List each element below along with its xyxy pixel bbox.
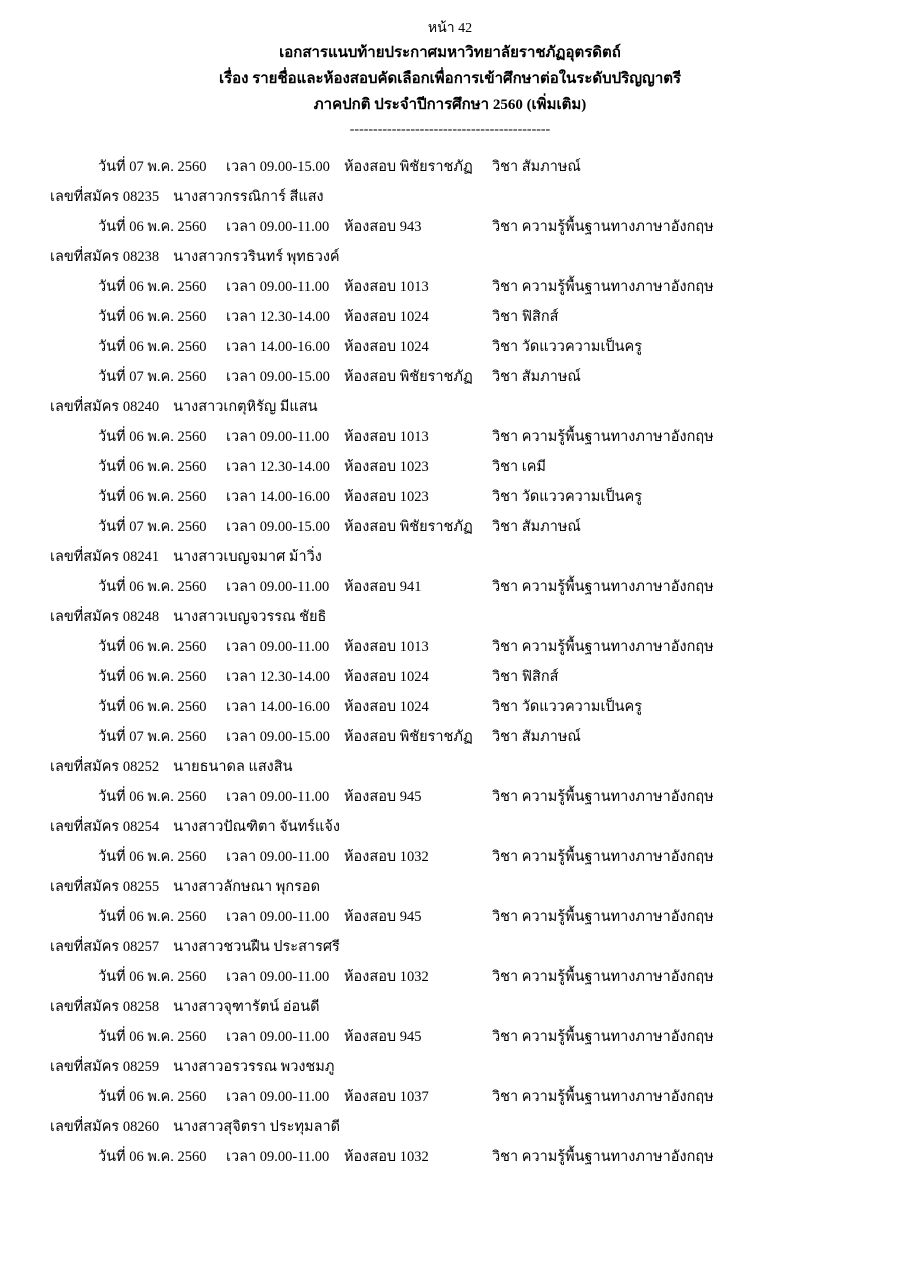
exam-subject: วิชา สัมภาษณ์ xyxy=(492,519,581,535)
exam-date: วันที่ 06 พ.ค. 2560 xyxy=(98,489,207,505)
exam-room: ห้องสอบ 1032 xyxy=(344,969,429,985)
exam-schedule-row xyxy=(50,722,860,752)
applicant-row xyxy=(50,752,860,782)
exam-subject: วิชา สัมภาษณ์ xyxy=(492,159,581,175)
exam-room: ห้องสอบ 943 xyxy=(344,219,422,235)
applicant-number: เลขที่สมัคร 08260 xyxy=(50,1119,160,1135)
applicant-number: เลขที่สมัคร 08248 xyxy=(50,609,160,625)
exam-room: ห้องสอบ 1024 xyxy=(344,699,429,715)
exam-time: เวลา 09.00-11.00 xyxy=(226,789,330,805)
exam-schedule-row xyxy=(50,632,860,662)
exam-schedule-list xyxy=(0,152,900,1172)
exam-time: เวลา 09.00-15.00 xyxy=(226,369,330,385)
exam-date: วันที่ 06 พ.ค. 2560 xyxy=(98,699,207,715)
exam-date: วันที่ 06 พ.ค. 2560 xyxy=(98,969,207,985)
exam-date: วันที่ 07 พ.ค. 2560 xyxy=(98,369,207,385)
exam-room: ห้องสอบ 1024 xyxy=(344,669,429,685)
exam-subject: วิชา ความรู้พื้นฐานทางภาษาอังกฤษ xyxy=(492,1089,714,1105)
exam-subject: วิชา ความรู้พื้นฐานทางภาษาอังกฤษ xyxy=(492,219,714,235)
applicant-number: เลขที่สมัคร 08235 xyxy=(50,189,160,205)
exam-subject: วิชา วัดแววความเป็นครู xyxy=(492,699,643,715)
exam-time: เวลา 12.30-14.00 xyxy=(226,459,330,475)
applicant-row xyxy=(50,992,860,1022)
exam-schedule-row xyxy=(50,152,860,182)
exam-schedule-row xyxy=(50,332,860,362)
exam-date: วันที่ 06 พ.ค. 2560 xyxy=(98,1089,207,1105)
exam-date: วันที่ 06 พ.ค. 2560 xyxy=(98,219,207,235)
applicant-number: เลขที่สมัคร 08257 xyxy=(50,939,160,955)
exam-schedule-row xyxy=(50,1082,860,1112)
exam-time: เวลา 09.00-15.00 xyxy=(226,159,330,175)
exam-subject: วิชา ความรู้พื้นฐานทางภาษาอังกฤษ xyxy=(492,429,714,445)
exam-schedule-row xyxy=(50,692,860,722)
page-number: หน้า 42 xyxy=(427,21,473,36)
exam-room: ห้องสอบ พิชัยราชภัฏ xyxy=(344,519,473,535)
applicant-name: นางสาวเบญจมาศ ม้าวิ่ง xyxy=(173,549,322,565)
exam-date: วันที่ 06 พ.ค. 2560 xyxy=(98,459,207,475)
applicant-row xyxy=(50,872,860,902)
exam-room: ห้องสอบ 945 xyxy=(344,789,422,805)
exam-time: เวลา 09.00-11.00 xyxy=(226,1149,330,1165)
exam-room: ห้องสอบ 1032 xyxy=(344,849,429,865)
exam-subject: วิชา วัดแววความเป็นครู xyxy=(492,489,643,505)
exam-time: เวลา 09.00-11.00 xyxy=(226,969,330,985)
exam-time: เวลา 09.00-11.00 xyxy=(226,639,330,655)
exam-date: วันที่ 06 พ.ค. 2560 xyxy=(98,309,207,325)
exam-date: วันที่ 06 พ.ค. 2560 xyxy=(98,789,207,805)
exam-date: วันที่ 06 พ.ค. 2560 xyxy=(98,1029,207,1045)
exam-schedule-row xyxy=(50,422,860,452)
applicant-row xyxy=(50,392,860,422)
applicant-number: เลขที่สมัคร 08258 xyxy=(50,999,160,1015)
exam-subject: วิชา สัมภาษณ์ xyxy=(492,729,581,745)
exam-subject: วิชา ฟิสิกส์ xyxy=(492,309,559,325)
exam-subject: วิชา ความรู้พื้นฐานทางภาษาอังกฤษ xyxy=(492,969,714,985)
exam-date: วันที่ 06 พ.ค. 2560 xyxy=(98,639,207,655)
exam-subject: วิชา ความรู้พื้นฐานทางภาษาอังกฤษ xyxy=(492,1149,714,1165)
applicant-name: นายธนาดล แสงสิน xyxy=(173,759,293,775)
applicant-row xyxy=(50,932,860,962)
exam-room: ห้องสอบ 1013 xyxy=(344,279,429,295)
exam-subject: วิชา สัมภาษณ์ xyxy=(492,369,581,385)
exam-time: เวลา 12.30-14.00 xyxy=(226,669,330,685)
applicant-name: นางสาวสุจิตรา ประทุมลาดี xyxy=(173,1119,341,1135)
exam-subject: วิชา ความรู้พื้นฐานทางภาษาอังกฤษ xyxy=(492,789,714,805)
exam-schedule-row xyxy=(50,662,860,692)
exam-schedule-row xyxy=(50,842,860,872)
exam-time: เวลา 14.00-16.00 xyxy=(226,699,330,715)
applicant-number: เลขที่สมัคร 08241 xyxy=(50,549,160,565)
exam-time: เวลา 09.00-11.00 xyxy=(226,219,330,235)
exam-time: เวลา 09.00-11.00 xyxy=(226,1089,330,1105)
exam-room: ห้องสอบ 1013 xyxy=(344,429,429,445)
exam-subject: วิชา ความรู้พื้นฐานทางภาษาอังกฤษ xyxy=(492,909,714,925)
exam-room: ห้องสอบ 941 xyxy=(344,579,422,595)
applicant-row xyxy=(50,542,860,572)
exam-date: วันที่ 06 พ.ค. 2560 xyxy=(98,909,207,925)
exam-date: วันที่ 06 พ.ค. 2560 xyxy=(98,579,207,595)
applicant-name: นางสาวปัณฑิตา จันทร์แจ้ง xyxy=(173,819,340,835)
exam-schedule-row xyxy=(50,302,860,332)
exam-time: เวลา 09.00-15.00 xyxy=(226,519,330,535)
exam-time: เวลา 12.30-14.00 xyxy=(226,309,330,325)
exam-schedule-row xyxy=(50,962,860,992)
exam-room: ห้องสอบ 1024 xyxy=(344,309,429,325)
exam-room: ห้องสอบ 1023 xyxy=(344,489,429,505)
exam-date: วันที่ 06 พ.ค. 2560 xyxy=(98,669,207,685)
header-line-2: เรื่อง รายชื่อและห้องสอบคัดเลือกเพื่อการเข้าศึกษาต่อในระดับปริญญาตรี xyxy=(218,71,682,87)
exam-date: วันที่ 06 พ.ค. 2560 xyxy=(98,849,207,865)
applicant-number: เลขที่สมัคร 08254 xyxy=(50,819,160,835)
exam-room: ห้องสอบ พิชัยราชภัฏ xyxy=(344,159,473,175)
exam-schedule-row xyxy=(50,272,860,302)
exam-subject: วิชา เคมี xyxy=(492,459,546,475)
document-header xyxy=(0,0,900,140)
exam-time: เวลา 09.00-11.00 xyxy=(226,849,330,865)
exam-room: ห้องสอบ พิชัยราชภัฏ xyxy=(344,729,473,745)
exam-room: ห้องสอบ 1023 xyxy=(344,459,429,475)
applicant-number: เลขที่สมัคร 08259 xyxy=(50,1059,160,1075)
exam-room: ห้องสอบ 1037 xyxy=(344,1089,429,1105)
exam-date: วันที่ 06 พ.ค. 2560 xyxy=(98,339,207,355)
applicant-name: นางสาวเกตุหิรัญ มีแสน xyxy=(173,399,318,415)
exam-time: เวลา 09.00-11.00 xyxy=(226,579,330,595)
applicant-name: นางสาวลักษณา พุกรอด xyxy=(173,879,321,895)
exam-schedule-row xyxy=(50,572,860,602)
exam-time: เวลา 09.00-11.00 xyxy=(226,279,330,295)
applicant-name: นางสาวจุฑารัตน์ อ่อนดี xyxy=(173,999,320,1015)
applicant-number: เลขที่สมัคร 08252 xyxy=(50,759,160,775)
exam-date: วันที่ 06 พ.ค. 2560 xyxy=(98,279,207,295)
exam-subject: วิชา ความรู้พื้นฐานทางภาษาอังกฤษ xyxy=(492,579,714,595)
exam-schedule-row xyxy=(50,902,860,932)
applicant-row xyxy=(50,602,860,632)
applicant-row xyxy=(50,812,860,842)
exam-schedule-row xyxy=(50,512,860,542)
applicant-name: นางสาวกรรณิการ์ สีแสง xyxy=(173,189,324,205)
exam-schedule-row xyxy=(50,782,860,812)
exam-subject: วิชา ความรู้พื้นฐานทางภาษาอังกฤษ xyxy=(492,849,714,865)
exam-date: วันที่ 07 พ.ค. 2560 xyxy=(98,729,207,745)
applicant-name: นางสาวชวนฝืน ประสารศรี xyxy=(173,939,340,955)
exam-subject: วิชา วัดแววความเป็นครู xyxy=(492,339,643,355)
exam-time: เวลา 14.00-16.00 xyxy=(226,339,330,355)
header-line-3: ภาคปกติ ประจำปีการศึกษา 2560 (เพิ่มเติม) xyxy=(313,97,587,113)
exam-room: ห้องสอบ 1032 xyxy=(344,1149,429,1165)
applicant-name: นางสาวกรวรินทร์ พุทธวงค์ xyxy=(173,249,340,265)
applicant-name: นางสาวอรวรรณ พวงชมภู xyxy=(173,1059,335,1075)
exam-time: เวลา 09.00-11.00 xyxy=(226,1029,330,1045)
exam-date: วันที่ 07 พ.ค. 2560 xyxy=(98,159,207,175)
exam-time: เวลา 09.00-11.00 xyxy=(226,429,330,445)
exam-schedule-row xyxy=(50,482,860,512)
exam-schedule-row xyxy=(50,362,860,392)
exam-room: ห้องสอบ 945 xyxy=(344,1029,422,1045)
exam-date: วันที่ 07 พ.ค. 2560 xyxy=(98,519,207,535)
exam-time: เวลา 09.00-11.00 xyxy=(226,909,330,925)
exam-room: ห้องสอบ 1013 xyxy=(344,639,429,655)
exam-time: เวลา 14.00-16.00 xyxy=(226,489,330,505)
applicant-row xyxy=(50,1112,860,1142)
applicant-number: เลขที่สมัคร 08240 xyxy=(50,399,160,415)
exam-subject: วิชา ความรู้พื้นฐานทางภาษาอังกฤษ xyxy=(492,639,714,655)
exam-schedule-row xyxy=(50,1142,860,1172)
exam-date: วันที่ 06 พ.ค. 2560 xyxy=(98,1149,207,1165)
exam-room: ห้องสอบ พิชัยราชภัฏ xyxy=(344,369,473,385)
exam-room: ห้องสอบ 1024 xyxy=(344,339,429,355)
exam-date: วันที่ 06 พ.ค. 2560 xyxy=(98,429,207,445)
exam-subject: วิชา ความรู้พื้นฐานทางภาษาอังกฤษ xyxy=(492,1029,714,1045)
header-line-1: เอกสารแนบท้ายประกาศมหาวิทยาลัยราชภัฏอุตรดิตถ์ xyxy=(279,45,621,61)
applicant-row xyxy=(50,242,860,272)
applicant-row xyxy=(50,182,860,212)
header-divider: ------------------------------------------- xyxy=(349,122,551,137)
exam-room: ห้องสอบ 945 xyxy=(344,909,422,925)
exam-subject: วิชา ฟิสิกส์ xyxy=(492,669,559,685)
exam-schedule-row xyxy=(50,1022,860,1052)
exam-time: เวลา 09.00-15.00 xyxy=(226,729,330,745)
applicant-name: นางสาวเบญจวรรณ ชัยธิ xyxy=(173,609,327,625)
applicant-number: เลขที่สมัคร 08255 xyxy=(50,879,160,895)
applicant-row xyxy=(50,1052,860,1082)
exam-schedule-row xyxy=(50,452,860,482)
applicant-number: เลขที่สมัคร 08238 xyxy=(50,249,160,265)
exam-subject: วิชา ความรู้พื้นฐานทางภาษาอังกฤษ xyxy=(492,279,714,295)
exam-schedule-row xyxy=(50,212,860,242)
